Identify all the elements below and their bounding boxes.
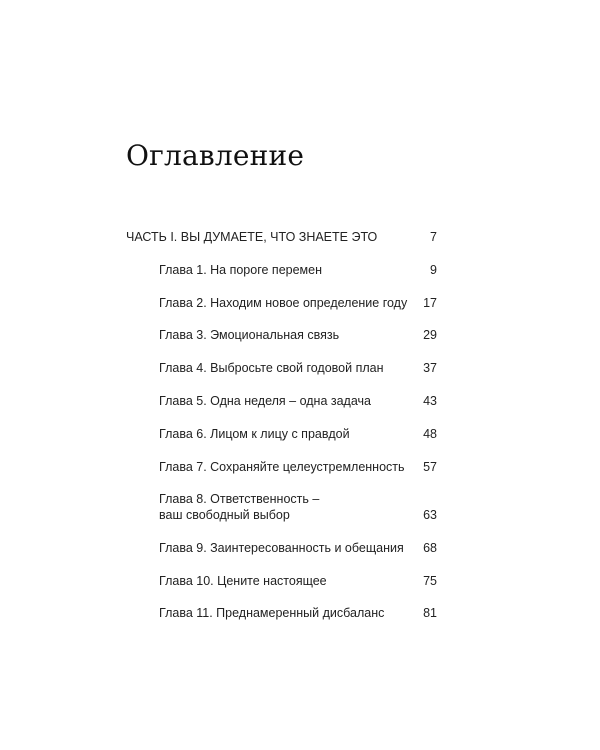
toc-entry-page: 68 [423, 541, 437, 555]
toc-chapter-entry[interactable] [159, 573, 437, 589]
toc-entry-title-line: ваш свободный выбор [159, 508, 290, 522]
toc-entry-title: Глава 9. Заинтересованность и обещания [159, 541, 404, 555]
toc-entry-title: Глава 11. Преднамеренный дисбаланс [159, 606, 385, 620]
toc-entry-title: Глава 4. Выбросьте свой годовой план [159, 361, 384, 375]
toc-entry-title: Глава 7. Сохраняйте целеустремленность [159, 460, 405, 474]
toc-chapter-entry[interactable] [159, 605, 437, 621]
toc-chapter-entry[interactable] [159, 426, 437, 442]
toc-entry-title [159, 491, 319, 523]
toc-entry-page: 63 [423, 508, 437, 522]
toc-entry-page: 37 [423, 361, 437, 375]
toc-entry-page: 75 [423, 574, 437, 588]
toc-entry-page: 48 [423, 427, 437, 441]
toc-part-entry[interactable] [126, 229, 437, 245]
toc-entry-page: 57 [423, 460, 437, 474]
toc-chapter-entry[interactable] [159, 327, 437, 343]
toc-entry-title: Глава 1. На пороге перемен [159, 263, 322, 277]
toc-entry-title: Глава 2. Находим новое определение году [159, 296, 408, 310]
toc-entry-title: Глава 3. Эмоциональная связь [159, 328, 340, 342]
toc-entry-page: 17 [423, 296, 437, 310]
page-title: Оглавление [126, 139, 305, 172]
toc-chapter-entry[interactable] [159, 360, 437, 376]
toc-entry-page: 43 [423, 394, 437, 408]
toc-chapter-entry[interactable] [159, 540, 437, 556]
toc-chapter-entry[interactable] [159, 459, 437, 475]
toc-entry-page: 29 [423, 328, 437, 342]
toc-entry-title: ЧАСТЬ I. ВЫ ДУМАЕТЕ, ЧТО ЗНАЕТЕ ЭТО [126, 230, 378, 244]
toc-entry-title: Глава 10. Цените настоящее [159, 574, 327, 588]
toc-entry-title-line: Глава 8. Ответственность – [159, 492, 320, 506]
toc-entry-title: Глава 6. Лицом к лицу с правдой [159, 427, 350, 441]
toc-entry-title: Глава 5. Одна неделя – одна задача [159, 394, 371, 408]
toc-chapter-entry[interactable] [159, 393, 437, 409]
toc-entry-page: 7 [430, 230, 437, 244]
toc-chapter-entry[interactable] [159, 262, 437, 278]
toc-chapter-entry[interactable] [159, 295, 437, 311]
toc-chapter-entry[interactable] [159, 491, 437, 523]
toc-entry-page: 81 [423, 606, 437, 620]
toc-entry-page: 9 [430, 263, 437, 277]
